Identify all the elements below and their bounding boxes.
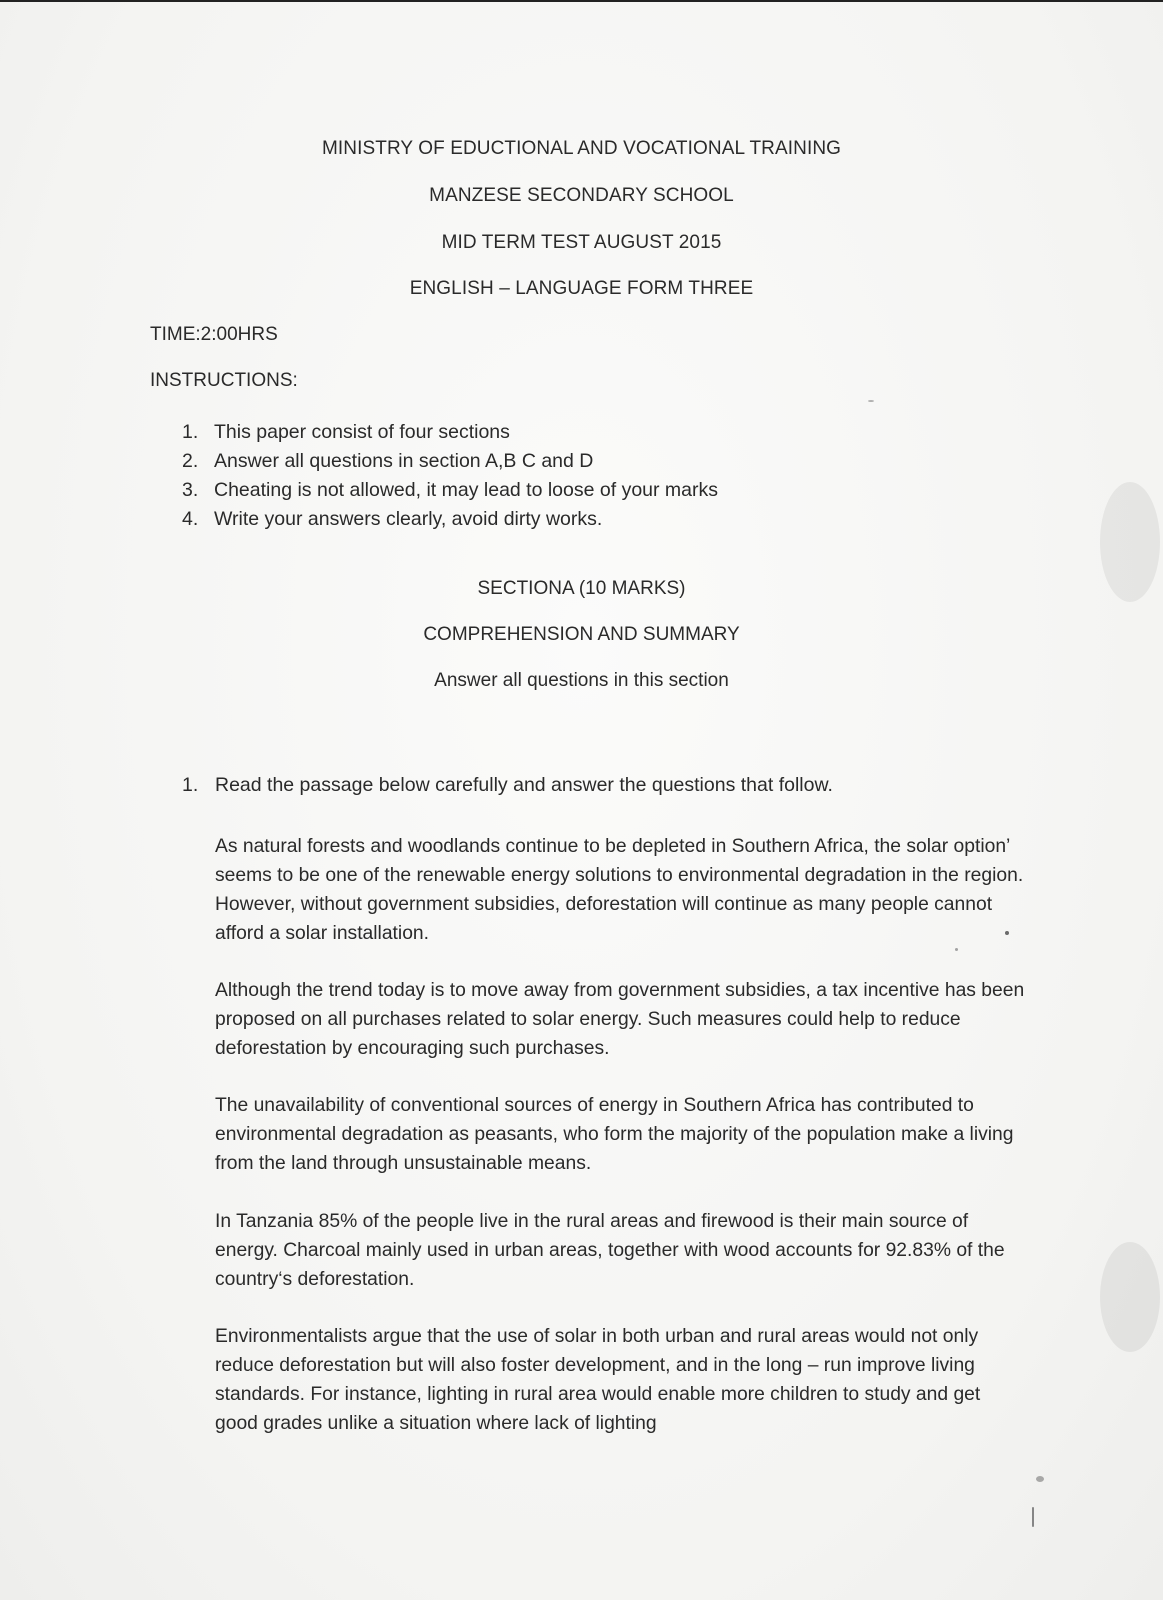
instruction-item	[182, 505, 718, 534]
instruction-item	[182, 418, 718, 447]
instruction-text: This paper consist of four sections	[214, 421, 510, 443]
paragraph-text: As natural forests and woodlands continue to be depleted in Southern Africa, the solar option’ seems to be one of the renewable energy solutions to environmental degradation in the region. However, without government subsidies, deforestation will continue as many people cannot afford a solar installation.	[215, 836, 1024, 944]
passage-paragraph-2	[215, 976, 1025, 1063]
section-title: SECTIONA (10 MARKS)	[477, 578, 686, 599]
question-number: 1.	[182, 774, 199, 796]
passage-paragraph-1	[215, 832, 1025, 948]
question-1	[182, 774, 833, 797]
instructions-heading: INSTRUCTIONS:	[150, 370, 298, 391]
instruction-item	[182, 447, 718, 476]
question-text: Read the passage below carefully and answer the questions that follow.	[215, 774, 833, 796]
instruction-number: 4.	[182, 508, 199, 530]
scan-speck	[1032, 1507, 1034, 1527]
instructions-list	[182, 418, 718, 534]
instruction-item	[182, 476, 718, 505]
ministry-heading: MINISTRY OF EDUCTIONAL AND VOCATIONAL TRAINING	[321, 138, 842, 159]
instruction-number: 1.	[182, 421, 199, 443]
instruction-text: Answer all questions in section A,B C and D	[214, 450, 594, 472]
passage-paragraph-5	[215, 1322, 1025, 1438]
instruction-number: 2.	[182, 450, 199, 472]
scan-speck	[1036, 1476, 1044, 1482]
paragraph-text: Environmentalists argue that the use of solar in both urban and rural areas would not only reduce deforestation but will also foster development, and in the long – run improve living standards. For instance, lighting in rural area would enable more children to study and get good grades unlike a situation where lack of lighting	[215, 1326, 981, 1434]
scan-speck	[1005, 931, 1009, 935]
section-subtitle: COMPREHENSION AND SUMMARY	[423, 624, 740, 645]
time-allowed: TIME:2:00HRS	[150, 324, 278, 345]
instruction-text: Write your answers clearly, avoid dirty works.	[214, 508, 603, 530]
school-name: MANZESE SECONDARY SCHOOL	[429, 185, 734, 206]
subject-title: ENGLISH – LANGUAGE FORM THREE	[409, 278, 754, 299]
paragraph-text: Although the trend today is to move away from government subsidies, a tax incentive has been proposed on all purchases related to solar energy. Such measures could help to reduce deforestation by encouraging such purchases.	[215, 980, 1025, 1059]
passage-paragraph-4	[215, 1207, 1025, 1294]
scan-smudge	[1100, 1242, 1160, 1352]
instruction-number: 3.	[182, 479, 199, 501]
paragraph-text: In Tanzania 85% of the people live in the rural areas and firewood is their main source of energy. Charcoal mainly used in urban areas, together with wood accounts for 92.83% of the country‘s deforestation.	[215, 1211, 1005, 1290]
passage-paragraph-3	[215, 1091, 1025, 1178]
paragraph-text: The unavailability of conventional sources of energy in Southern Africa has contributed to environmental degradation as peasants, who form the majority of the population make a living from the land through unsustainable means.	[215, 1095, 1014, 1174]
instruction-text: Cheating is not allowed, it may lead to loose of your marks	[214, 479, 719, 501]
test-title: MID TERM TEST AUGUST 2015	[441, 232, 722, 253]
scan-speck	[868, 400, 874, 402]
scan-speck	[955, 948, 958, 951]
scan-smudge	[1100, 482, 1160, 602]
section-note: Answer all questions in this section	[434, 670, 729, 691]
